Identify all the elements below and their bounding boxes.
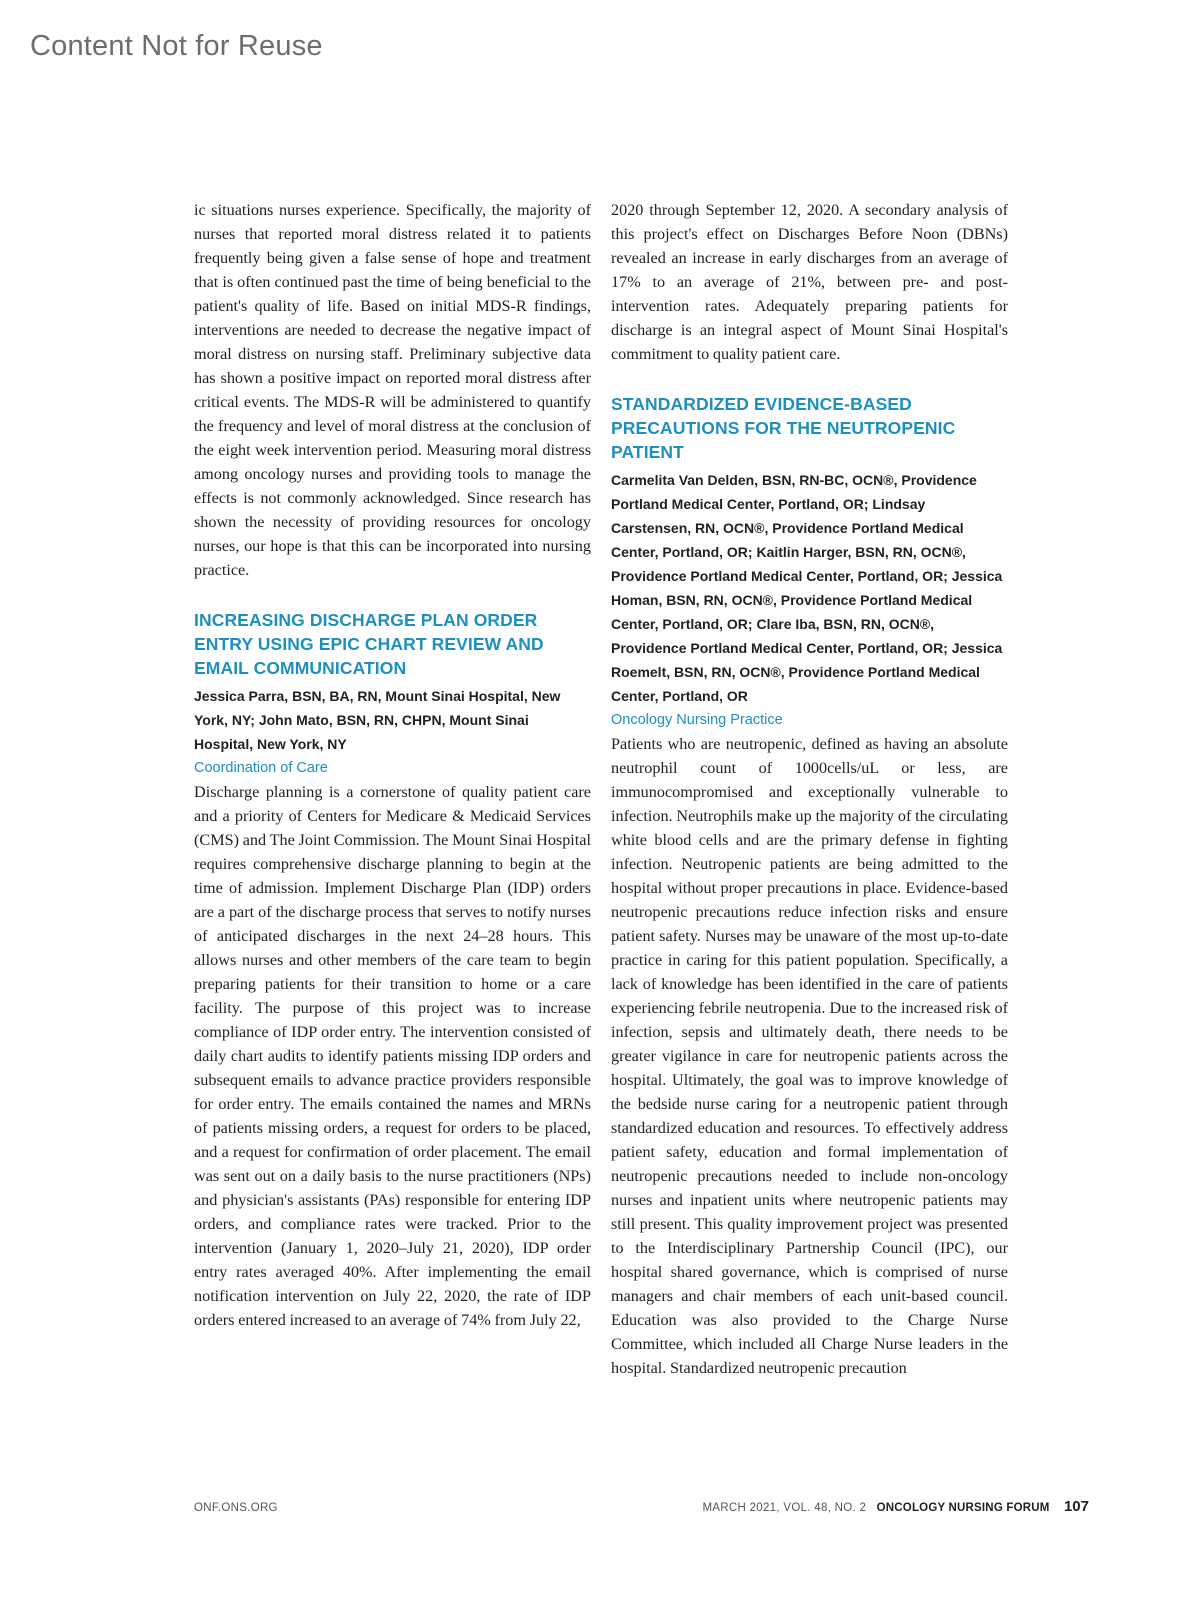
section-title-neutropenic: STANDARDIZED EVIDENCE-BASED PRECAUTIONS FOR THE NEUTROPENIC PATIENT: [611, 394, 956, 462]
footer-website[interactable]: ONF.ONS.ORG: [194, 1502, 278, 1514]
section-authors: Jessica Parra, BSN, BA, RN, Mount Sinai Hospital, New York, NY; John Mato, BSN, RN, CHPN, Mount Sinai Hospital, New York, NY: [194, 688, 561, 752]
footer-journal: ONCOLOGY NURSING FORUM: [876, 1502, 1050, 1514]
section-body: Discharge planning is a cornerstone of quality patient care and a priority of Centers for Medicare & Medicaid Services (CMS) and The Joint Commission. The Mount Sinai Hospital requires comprehensive discharge planning to begin at the time of admission. Implement Discharge Plan (IDP) orders are a part of the discharge process that serves to notify nurses of anticipated discharges in the next 24–28 hours. This allows nurses and other members of the care team to begin preparing patients for their transition to home or a care facility. The purpose of this project was to increase compliance of IDP order entry. The intervention consisted of daily chart audits to identify patients missing IDP orders and subsequent emails to advance practice providers responsible for order entry. The emails contained the names and MRNs of patients missing orders, a request for orders to be placed, and a request for confirmation of order placement. The email was sent out on a daily basis to the nurse practitioners (NPs) and physician's assistants (PAs) responsible for entering IDP orders, and compliance rates were tracked. Prior to the intervention (January 1, 2020–July 21, 2020), IDP order entry rates averaged 40%. After implementing the email notification intervention on July 22, 2020, the rate of IDP orders entered increased to an average of 74% from July 22,: [194, 783, 591, 1329]
left-column: [194, 198, 591, 1332]
intro-paragraph: ic situations nurses experience. Specifically, the majority of nurses that reported moral distress related it to patients frequently being given a false sense of hope and treatment that is often continued past the time of being beneficial to the patient's quality of life. Based on initial MDS-R findings, interventions are needed to decrease the negative impact of moral distress on nursing staff. Preliminary subjective data has shown a positive impact on reported moral distress after critical events. The MDS-R will be administered to quantify the frequency and level of moral distress at the conclusion of the eight week intervention period. Measuring moral distress among oncology nurses and providing tools to manage the effects is not commonly acknowledged. Since research has shown the necessity of providing resources for oncology nurses, our hope is that this can be incorporated into nursing practice.: [194, 201, 591, 579]
watermark: Content Not for Reuse: [30, 30, 323, 62]
section-category: Coordination of Care: [194, 760, 328, 776]
section-category: Oncology Nursing Practice: [611, 712, 783, 728]
section-title-discharge-plan: INCREASING DISCHARGE PLAN ORDER ENTRY USING EPIC CHART REVIEW AND EMAIL COMMUNICATION: [194, 610, 544, 678]
page-number: 107: [1063, 1498, 1089, 1515]
continued-paragraph: 2020 through September 12, 2020. A secondary analysis of this project's effect on Discharges Before Noon (DBNs) revealed an increase in early discharges from an average of 17% to an average of 21%, between pre- and post-intervention rates. Adequately preparing patients for discharge is an integral aspect of Mount Sinai Hospital's commitment to quality patient care.: [611, 201, 1008, 363]
section-body: Patients who are neutropenic, defined as having an absolute neutrophil count of 1000cells/uL or less, are immunocompromised and exceptionally vulnerable to infection. Neutrophils make up the majority of the circulating white blood cells and are the primary defense in fighting infection. Neutropenic patients are being admitted to the hospital without proper precautions in place. Evidence-based neutropenic precautions reduce infection risks and ensure patient safety. Nurses may be unaware of the most up-to-date practice in caring for this patient population. Specifically, a lack of knowledge has been identified in the care of patients experiencing febrile neutropenia. Due to the increased risk of infection, sepsis and ultimately death, there needs to be greater vigilance in care for neutropenic patients across the hospital. Ultimately, the goal was to improve knowledge of the bedside nurse caring for a neutropenic patient through standardized education and resources. To effectively address patient safety, education and formal implementation of neutropenic precautions needed to include non-oncology nurses and inpatient units where neutropenic patients may still present. This quality improvement project was presented to the Interdisciplinary Partnership Council (IPC), our hospital shared governance, which is comprised of nurse managers and chair members of each unit-based council. Education was also provided to the Charge Nurse Committee, which included all Charge Nurse leaders in the hospital. Standardized neutropenic precaution: [611, 735, 1008, 1377]
footer-issue: MARCH 2021, VOL. 48, NO. 2: [702, 1502, 867, 1514]
footer-issue-info: [702, 1498, 1089, 1516]
section-authors: Carmelita Van Delden, BSN, RN-BC, OCN®, Providence Portland Medical Center, Portland, OR; Lindsay Carstensen, RN, OCN®, Providence Portland Medical Center, Portland, OR; Kaitlin Harger, BSN, RN, OCN®, Providence Portland Medical Center, Portland, OR; Jessica Homan, BSN, RN, OCN®, Providence Portland Medical Center, Portland, OR; Clare Iba, BSN, RN, OCN®, Providence Portland Medical Center, Portland, OR; Jessica Roemelt, BSN, RN, OCN®, Providence Portland Medical Center, Portland, OR: [611, 472, 1003, 704]
right-column: [611, 198, 1008, 1380]
